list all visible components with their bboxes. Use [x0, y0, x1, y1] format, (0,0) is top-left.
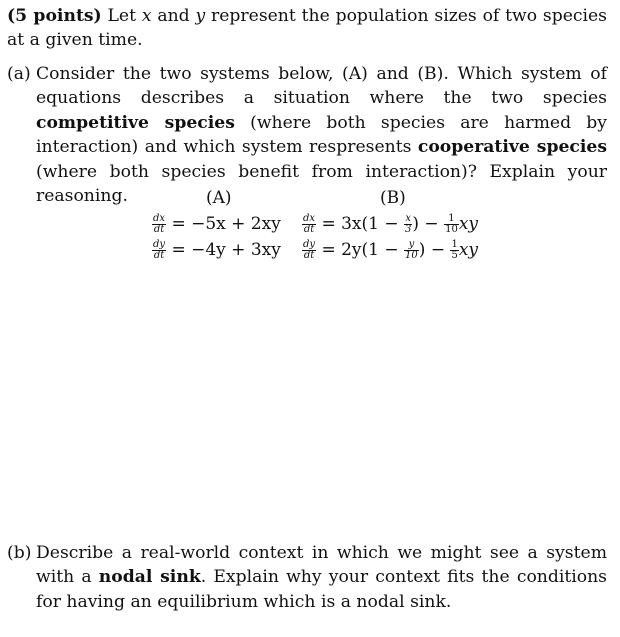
system-a-equation-2 [152, 240, 281, 261]
var-x: x [141, 6, 152, 26]
frac-num: dx [303, 213, 316, 224]
system-b-heading: (B) [380, 188, 406, 208]
frac-num: dy [153, 239, 166, 250]
question-a-text-1: Consider the two systems below, (A) and (B). Which system of equations describes a situation where the two species [36, 64, 607, 109]
system-a-eq2-derivative [152, 240, 166, 261]
frac-num: 1 [451, 239, 458, 250]
var-y: y [195, 6, 206, 26]
frac-den: 5 [451, 250, 458, 261]
system-b-eq1-part1: = 3x(1 − [321, 214, 399, 234]
question-b [7, 541, 607, 614]
system-a-heading: (A) [206, 188, 232, 208]
system-b-eq2-coefficient [450, 240, 458, 261]
equation-systems [152, 188, 512, 278]
question-a-label: (a) [7, 64, 31, 84]
frac-den: 3 [405, 224, 412, 235]
frac-den: dt [153, 224, 165, 235]
cooperative-species-term: cooperative species [417, 137, 607, 158]
question-a-text-3: (where both species benefit from interaction)? Explain your reasoning. [36, 161, 607, 207]
question-b-text-1: Describe a real-world context in which we might see a system with a [36, 543, 607, 588]
question-a [7, 62, 607, 208]
system-b-eq2-part1: = 2y(1 − [321, 240, 399, 260]
system-b-eq1-part2: ) − [412, 214, 439, 234]
system-a-eq2-rhs: = −4y + 3xy [171, 240, 281, 260]
intro-text-a: Let [101, 6, 142, 26]
frac-num: 1 [444, 214, 459, 225]
frac-den: 10 [405, 250, 418, 261]
frac-den: dt [303, 224, 315, 235]
question-a-body [7, 62, 607, 208]
frac-num: dx [153, 213, 166, 224]
nodal-sink-term: nodal sink [98, 567, 201, 588]
system-b-eq2-derivative [302, 240, 316, 261]
frac-num: dy [303, 239, 316, 250]
frac-num: x [405, 213, 412, 224]
frac-den: dt [303, 250, 315, 261]
question-a-text-2: (where both species are harmed by interaction) and which system respresents [36, 112, 607, 158]
system-b-eq2-part2: ) − [418, 240, 446, 260]
intro-text-b: and [151, 6, 196, 26]
frac-den: dt [153, 250, 165, 261]
points-label: (5 points) [7, 6, 102, 26]
system-b-equation-2 [302, 240, 478, 261]
system-b-eq1-coefficient [444, 214, 459, 235]
question-b-body [7, 541, 607, 614]
system-a-eq1-derivative [152, 214, 166, 235]
intro-paragraph [7, 4, 607, 53]
system-a-eq1-rhs: = −5x + 2xy [171, 214, 281, 234]
intro-text-c: represent the population sizes of two species at a given time. [7, 6, 607, 51]
system-a-equation-1 [152, 214, 281, 235]
question-b-text-2: . Explain why your context fits the conditions for having an equilibrium which is a nodal sink. [36, 567, 608, 612]
frac-den: 10 [445, 224, 458, 235]
question-b-label: (b) [7, 543, 32, 563]
system-b-eq1-part3: xy [458, 214, 479, 234]
system-b-eq1-derivative [302, 214, 316, 235]
competitive-species-term: competitive species [36, 112, 235, 133]
system-b-eq2-part3: xy [458, 240, 479, 260]
system-b-eq2-fraction [404, 240, 419, 261]
system-b-equation-1 [302, 214, 478, 235]
frac-num: y [404, 240, 419, 251]
